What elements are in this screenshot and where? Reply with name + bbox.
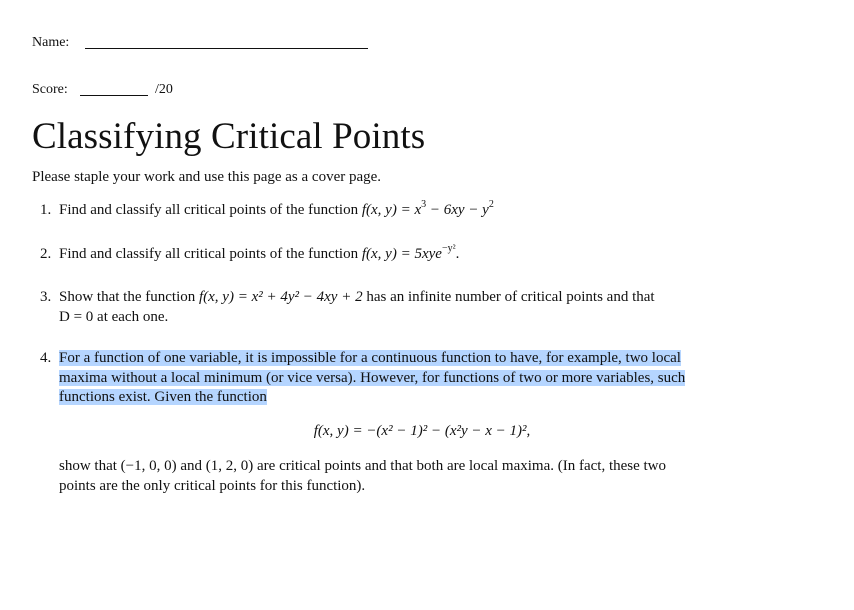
highlighted-text[interactable]: functions exist. Given the function <box>59 389 267 405</box>
problem-number: 3. <box>40 289 52 305</box>
problem-3-text: Show that the function <box>59 289 199 305</box>
problem-1-exponent-2: 2 <box>488 199 494 210</box>
problem-text <box>59 245 779 265</box>
score-blank-line <box>80 95 148 96</box>
highlighted-text[interactable]: maxima without a local minimum (or vice versa). However, for functions of two or more variables, such <box>59 369 686 386</box>
problem-text <box>59 457 779 496</box>
problem-2-text: Find and classify all critical points of the function <box>59 246 362 262</box>
problem-number: 1. <box>40 202 52 218</box>
problem-text <box>59 201 779 221</box>
score-total: /20 <box>155 82 173 97</box>
problem-3-equation: f(x, y) = x² + 4y² − 4xy + 2 <box>198 289 363 305</box>
problem-1-exponent-1: 3 <box>421 199 427 210</box>
problem-3-text-after: has an infinite number of critical points and that <box>362 289 655 305</box>
name-label: Name: <box>32 35 70 50</box>
problem-4-equation: f(x, y) = −(x² − 1)² − (x²y − x − 1)², <box>313 423 531 439</box>
score-label: Score: <box>32 82 68 97</box>
problem-number: 4. <box>40 350 52 366</box>
problem-2-period: . <box>455 246 460 262</box>
highlighted-text[interactable]: For a function of one variable, it is impossible for a continuous function to have, for example, two local <box>59 350 681 366</box>
problem-1-text: Find and classify all critical points of the function <box>59 202 362 218</box>
problem-3-text-line2: D = 0 at each one. <box>59 308 169 325</box>
name-blank-line <box>85 48 368 49</box>
problem-number: 2. <box>40 246 52 262</box>
problem-4-text-line4: show that (−1, 0, 0) and (1, 2, 0) are critical points and that both are local maxima. (In fact, these two <box>59 458 667 474</box>
display-equation <box>0 423 854 440</box>
problem-4-text-line5: points are the only critical points for this function). <box>59 477 366 494</box>
problem-text <box>59 288 779 327</box>
problem-2-equation: f(x, y) = 5xye <box>361 246 442 262</box>
intro-text: Please staple your work and use this page as a cover page. <box>32 169 382 185</box>
problem-1-equation-mid: − 6xy − y <box>426 202 489 218</box>
problem-1-equation: f(x, y) = x <box>361 202 422 218</box>
problem-text <box>59 349 779 408</box>
page-title: Classifying Critical Points <box>32 116 426 157</box>
problem-2-exponent: −y² <box>441 243 456 254</box>
